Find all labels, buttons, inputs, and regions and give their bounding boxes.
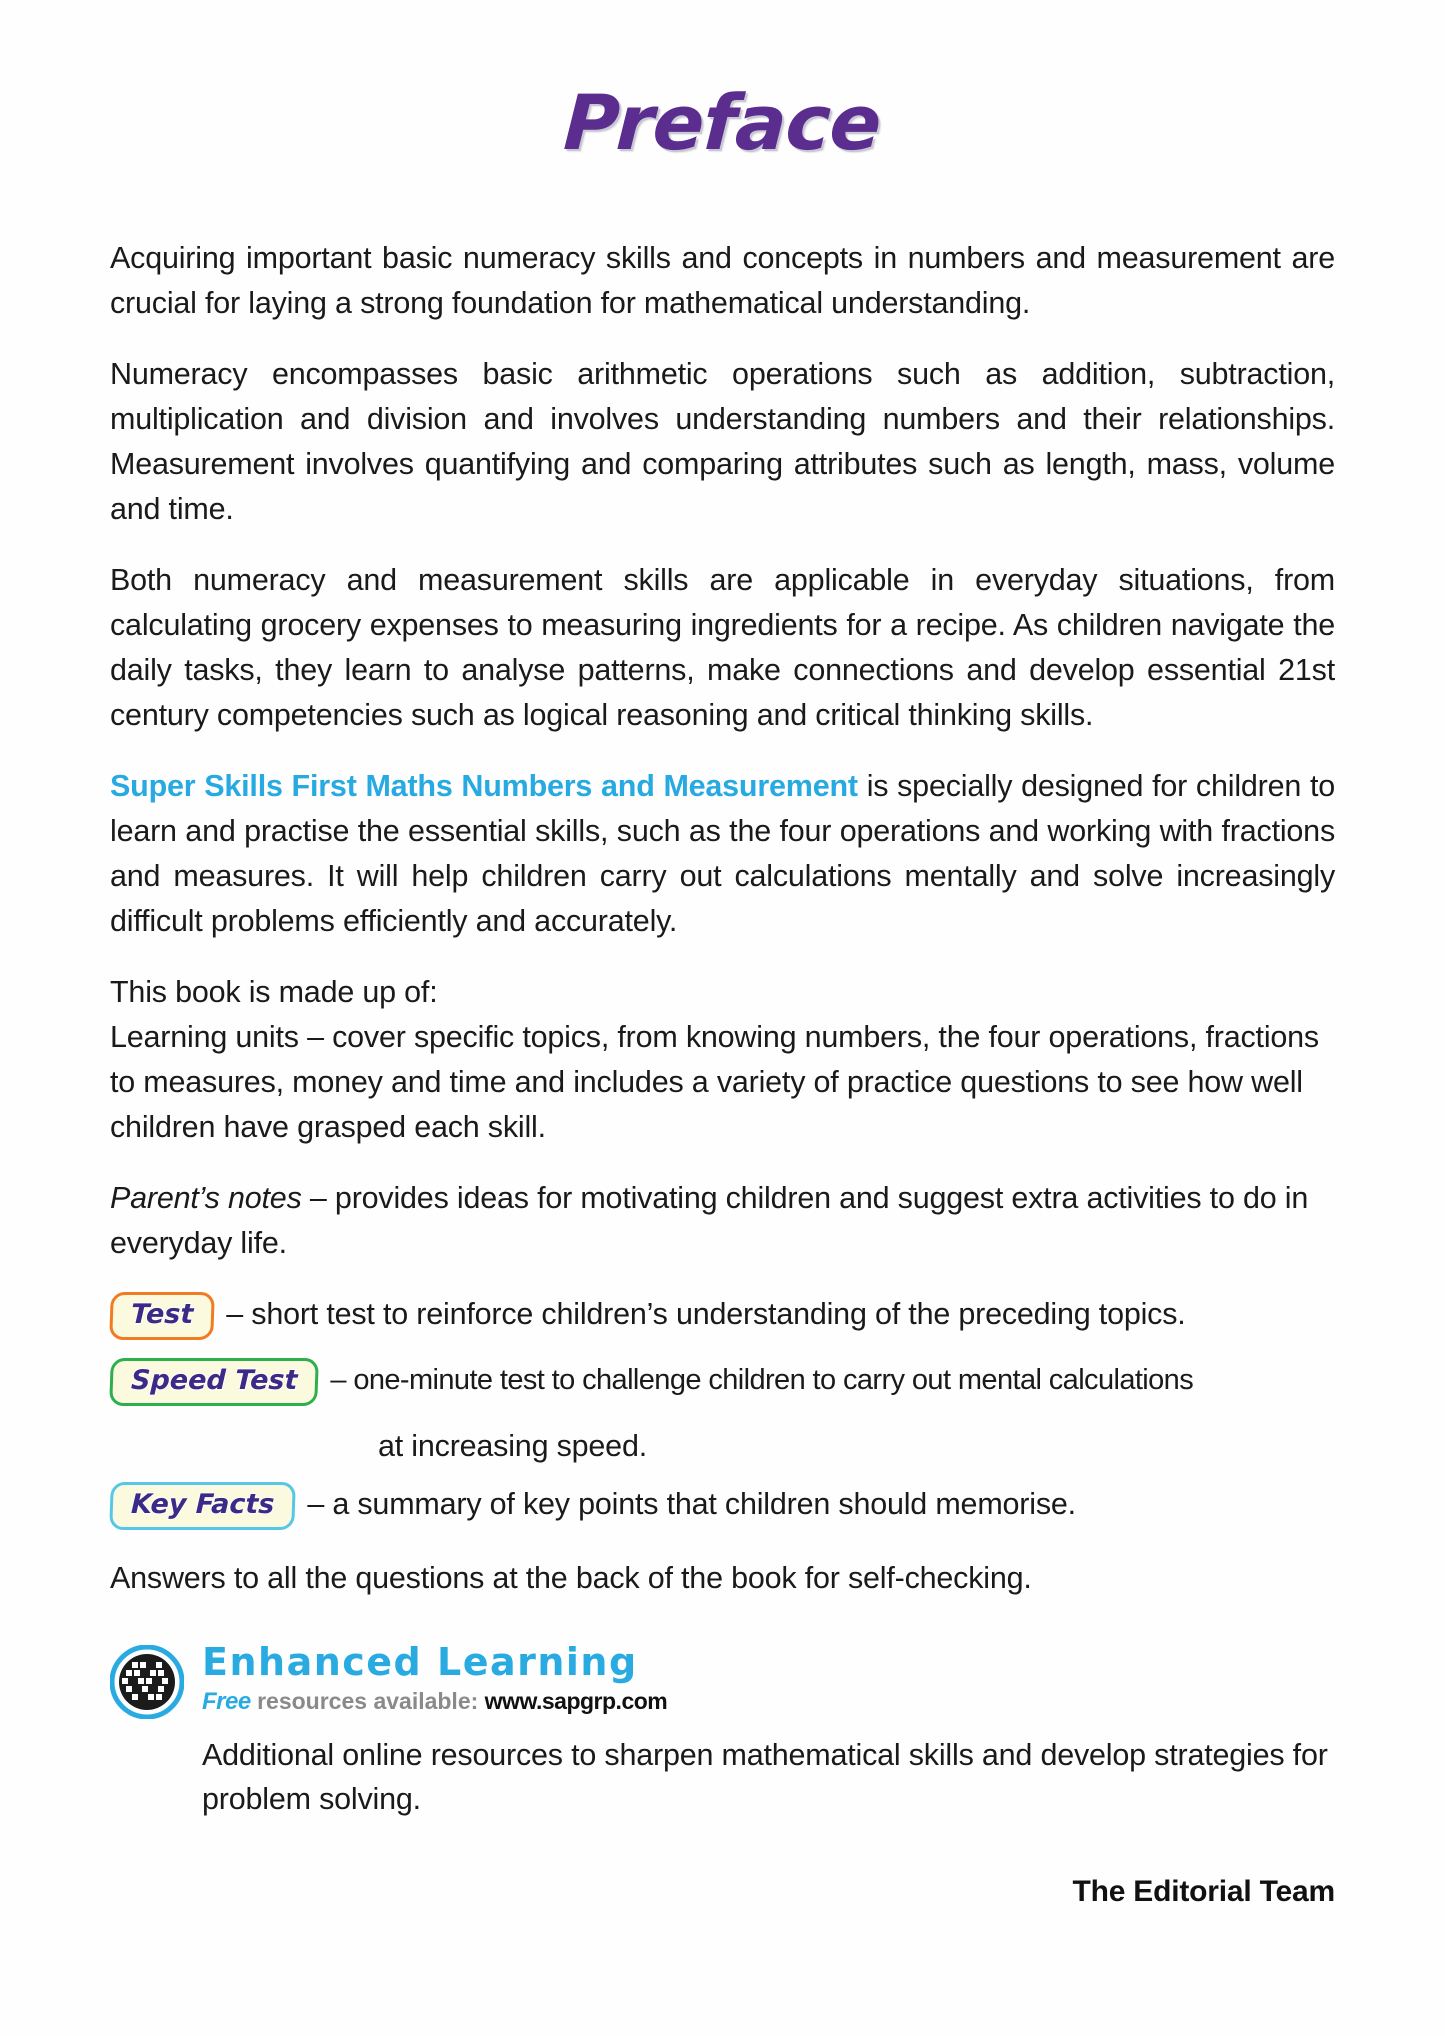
parents-notes-label: Parent’s notes (110, 1181, 302, 1215)
learning-units-description: Learning units – cover specific topics, from knowing numbers, the four operations, fractions to measures, money and time and includes a variety of practice questions to see how well children have grasped each skill. (110, 1020, 1319, 1144)
paragraph-2: Numeracy encompasses basic arithmetic operations such as addition, subtraction, multiplication and division and involves understanding numbers and their relationships. Measurement involves quantifying and comparing attributes such as length, mass, volume and time. (110, 357, 1335, 526)
badge-row-key-facts (110, 1482, 1335, 1530)
enhanced-learning-heading: Enhanced Learning (202, 1640, 638, 1684)
parents-notes-rest: – provides ideas for motivating children and suggest extra activities to do in everyday life. (110, 1181, 1309, 1260)
page-title: Preface (561, 78, 884, 167)
key-facts-badge: Key Facts (109, 1482, 296, 1530)
key-facts-badge-description: – a summary of key points that children should memorise. (307, 1487, 1076, 1521)
made-up-of-lead: This book is made up of: (110, 975, 438, 1009)
free-label: Free (202, 1688, 251, 1715)
paragraph-4 (110, 764, 1335, 944)
badge-row-speed-test (110, 1358, 1335, 1406)
enhanced-learning-subline (202, 1686, 667, 1717)
preface-body (110, 236, 1335, 1909)
test-badge-description: – short test to reinforce children’s understanding of the preceding topics. (226, 1297, 1186, 1331)
paragraph-4-rest: is specially designed for children to learn and practise the essential skills, such as the four operations and working with fractions and measures. It will help children carry out calculations mentally and solve increasingly difficult problems efficiently and accurately. (110, 769, 1335, 938)
test-badge: Test (109, 1292, 215, 1340)
enhanced-learning-url[interactable]: www.sapgrp.com (484, 1688, 668, 1714)
speed-test-continuation: at increasing speed. (378, 1429, 647, 1463)
enhanced-learning-text (184, 1641, 667, 1717)
enhanced-learning-description: Additional online resources to sharpen mathematical skills and develop strategies for problem solving. (202, 1738, 1328, 1816)
resources-available-label: resources available: (250, 1688, 485, 1714)
paragraph-3: Both numeracy and measurement skills are applicable in everyday situations, from calculating grocery expenses to measuring ingredients for a recipe. As children navigate the daily tasks, they learn to analyse patterns, make connections and develop essential 21st century competencies such as logical reasoning and critical thinking skills. (110, 563, 1335, 732)
parents-notes-paragraph (110, 1176, 1335, 1266)
speed-test-badge-description: – one-minute test to challenge children to carry out mental calculations (330, 1364, 1194, 1396)
enhanced-learning-block (110, 1641, 1335, 1719)
page-title-wrap (110, 78, 1335, 167)
answers-note: Answers to all the questions at the back of the book for self-checking. (110, 1561, 1032, 1595)
badge-row-test (110, 1292, 1335, 1340)
speed-test-badge: Speed Test (109, 1358, 319, 1406)
book-title-highlight: Super Skills First Maths Numbers and Measurement (110, 769, 858, 803)
editorial-team-signature: The Editorial Team (1072, 1875, 1335, 1908)
enhanced-learning-globe-icon (110, 1645, 184, 1719)
paragraph-1: Acquiring important basic numeracy skills and concepts in numbers and measurement are crucial for laying a strong foundation for mathematical understanding. (110, 241, 1335, 320)
enhanced-learning-description-wrap (202, 1733, 1335, 1821)
